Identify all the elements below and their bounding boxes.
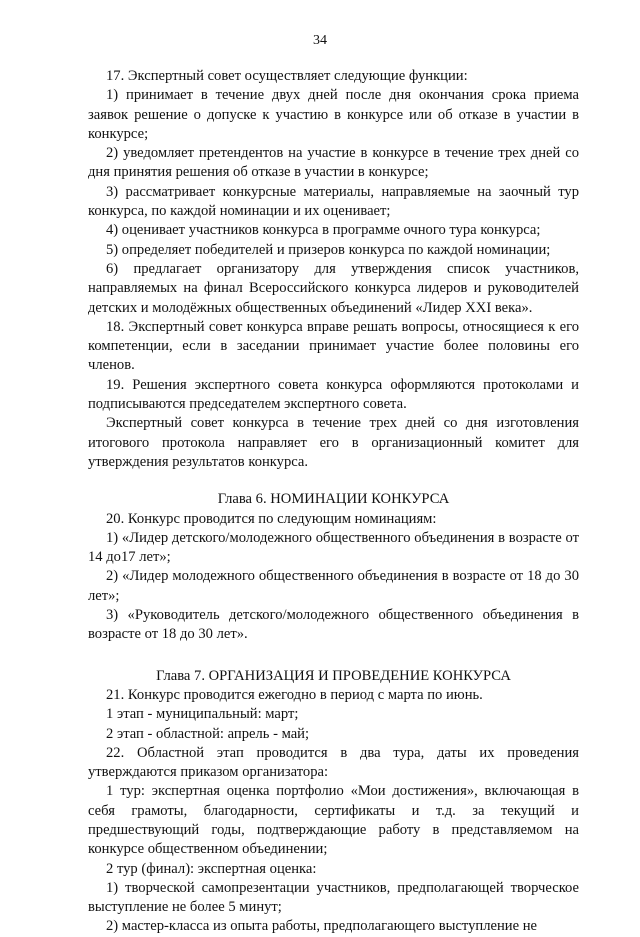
paragraph: 4) оценивает участников конкурса в программе очного тура конкурса; [106, 222, 541, 239]
paragraph: 2 тур (финал): экспертная оценка: [106, 860, 317, 877]
paragraph: 17. Экспертный совет осуществляет следующие функции: [106, 68, 468, 84]
paragraph: 2 этап - областной: апрель - май; [106, 725, 310, 742]
section-nominations [88, 510, 579, 645]
page-number: 34 [313, 33, 327, 48]
paragraph: 1) «Лидер детского/молодежного общественного объединения в возрасте от 14 до17 лет»; [88, 529, 579, 566]
paragraph: 1 тур: экспертная оценка портфолио «Мои достижения», включающая в себя грамоты, благодарности, сертификаты и т.д. за текущий и предшествующий годы, подтверждающие работу в представляемом на конкурсе общественном объединении; [88, 783, 579, 858]
paragraph: 2) уведомляет претендентов на участие в конкурсе в течение трех дней со дня принятия решения об отказе в участии в конкурсе; [88, 145, 579, 181]
paragraph: 3) рассматривает конкурсные материалы, направляемые на заочный тур конкурса, по каждой номинации и их оценивает; [88, 183, 579, 220]
paragraph: 2) мастер-класса из опыта работы, предполагающего выступление не [106, 918, 538, 935]
paragraph: 5) определяет победителей и призеров конкурса по каждой номинации; [106, 241, 551, 258]
paragraph: 22. Областной этап проводится в два тура, даты их проведения утверждаются приказом организатора: [88, 744, 579, 781]
section-expert-council [88, 67, 579, 472]
paragraph: 20. Конкурс проводится по следующим номинациям: [106, 510, 437, 527]
paragraph: 1) творческой самопрезентации участников, предполагающей творческое выступление не более 5 минут; [88, 879, 579, 916]
chapter-heading: Глава 6. НОМИНАЦИИ КОНКУРСА [217, 491, 450, 508]
paragraph: 21. Конкурс проводится ежегодно в период с марта по июнь. [106, 686, 483, 703]
paragraph: 2) «Лидер молодежного общественного объединения в возрасте от 18 до 30 лет»; [88, 568, 579, 604]
chapter-heading: Глава 7. ОРГАНИЗАЦИЯ И ПРОВЕДЕНИЕ КОНКУРСА [156, 667, 511, 684]
document-body [88, 67, 579, 937]
paragraph: 6) предлагает организатору для утверждения список участников, направляемых на финал Всероссийского конкурса лидеров и руководителей детских и молодёжных общественных объединений «Лидер XXI века». [88, 260, 579, 316]
section-organization [88, 686, 579, 937]
paragraph: 19. Решения экспертного совета конкурса оформляются протоколами и подписываются председателем экспертного совета. [88, 376, 579, 413]
paragraph: 3) «Руководитель детского/молодежного общественного объединения в возрасте от 18 до 30 лет». [88, 607, 579, 643]
paragraph: 1) принимает в течение двух дней после дня окончания срока приема заявок решение о допуске к участию в конкурсе или об отказе в участии в конкурсе; [88, 87, 579, 142]
paragraph: 1 этап - муниципальный: март; [106, 706, 299, 723]
paragraph: Экспертный совет конкурса в течение трех дней со дня изготовления итогового протокола направляет его в организационный комитет для утверждения результатов конкурса. [88, 415, 579, 470]
paragraph: 18. Экспертный совет конкурса вправе решать вопросы, относящиеся к его компетенции, если в заседании принимает участие более половины его членов. [88, 318, 579, 374]
